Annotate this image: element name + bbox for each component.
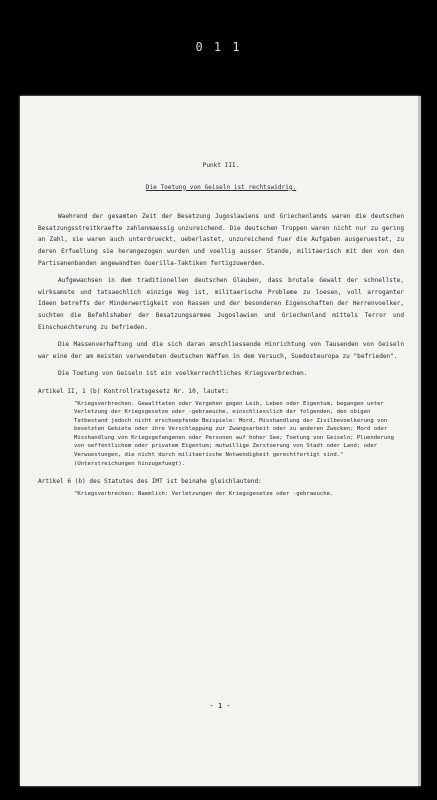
section-heading: Punkt III. <box>202 162 240 169</box>
section-subheading: Die Toetung von Geiseln ist rechtswidrig. <box>145 183 297 191</box>
paragraph-4: Die Toetung von Geiseln ist ein voelkerrechtliches Kriegsverbrechen. <box>58 370 308 378</box>
article-1-intro: Artikel II, 1 (b) Kontrollratsgesetz Nr. 10, lautet: <box>38 387 229 395</box>
document-page <box>20 96 420 786</box>
paragraph-1: Waehrend der gesamten Zeit der Besetzung Jugoslawiens und Griechenlands waren die deutschen Besatzungsstreitkraefte zahlenmaessig unzureichend. Die deutschen Truppen waren nicht nur zu gering an Zahl, sie waren auch unterdrueckt, ueberlastet, unzureichend fuer die Aufgaben ausgeruestet, zu deren Erfuellung sie herangezogen wurden und voellig ausser Stande, militaerisch mit den von den Partisanenbanden angewandten Guerilla-Taktiken fertigzuwerden. <box>38 213 404 267</box>
document-body <box>20 96 420 786</box>
paragraph-3: Die Massenverhaftung und die sich daran anschliessende Hinrichtung von Tausenden von Geiseln war eine der am meisten verwendeten deutschen Waffen in dem Versuch, Suedosteuropa zu "befrieden". <box>38 341 404 360</box>
page-number: - 1 - <box>209 702 231 710</box>
article-2-quote: "Kriegsverbrechen: Naemlich: Verletzungen der Kriegsgesetze oder -gebraeuche. <box>74 490 334 497</box>
article-1-quote: "Kriegsverbrechen. Gewalttaten oder Vergehen gegen Leib, Leben oder Eigentum, begangen unter Verletzung der Kriegsgesetze oder -gebraeuche, einschliesslich der folgenden, den obigen Tatbestand jedoch nicht erschoepfende Beispiele: Mord, Misshandlung der Zivilbevoelkerung von besetzten Gebiete oder ihre Verschleppung zur Zwangsarbeit oder zu anderen Zwecken; Mord oder Misshandlung von Kriegsgefangenen oder Personen auf hoher See; Toetung von Geiseln; Pluenderung von oeffentlichem oder privatem Eigentum; mutwillige Zerstoerung von Stadt oder Land; oder Verwuestungen, die nicht durch militaerische Notwendigkeit gerechtfertigt sind." (Unterstreichungen hinzugefuegt). <box>74 400 394 467</box>
paragraph-2: Aufgewachsen in dem traditionellen deutschen Glauben, dass brutale Gewalt der schnellste, wirksamste und tatsaechlich einzige Weg ist, militaerische Probleme zu loesen, voll arroganter Ideen betreffs der Minderwertigkeit von Rassen und der besonderen Eigenschaften der Herrenvoelker, suchten die Befehlshaber der Besatzungsarmee Jugoslawien und Griechenland mittels Terror und Einschuechterung zu befrieden. <box>38 277 404 331</box>
microfilm-frame-number: 0 1 1 <box>195 40 242 54</box>
page-edge-shadow <box>418 96 421 786</box>
article-2-intro: Artikel 6 (b) des Statutes des IMT ist beinahe gleichlautend: <box>38 478 262 486</box>
